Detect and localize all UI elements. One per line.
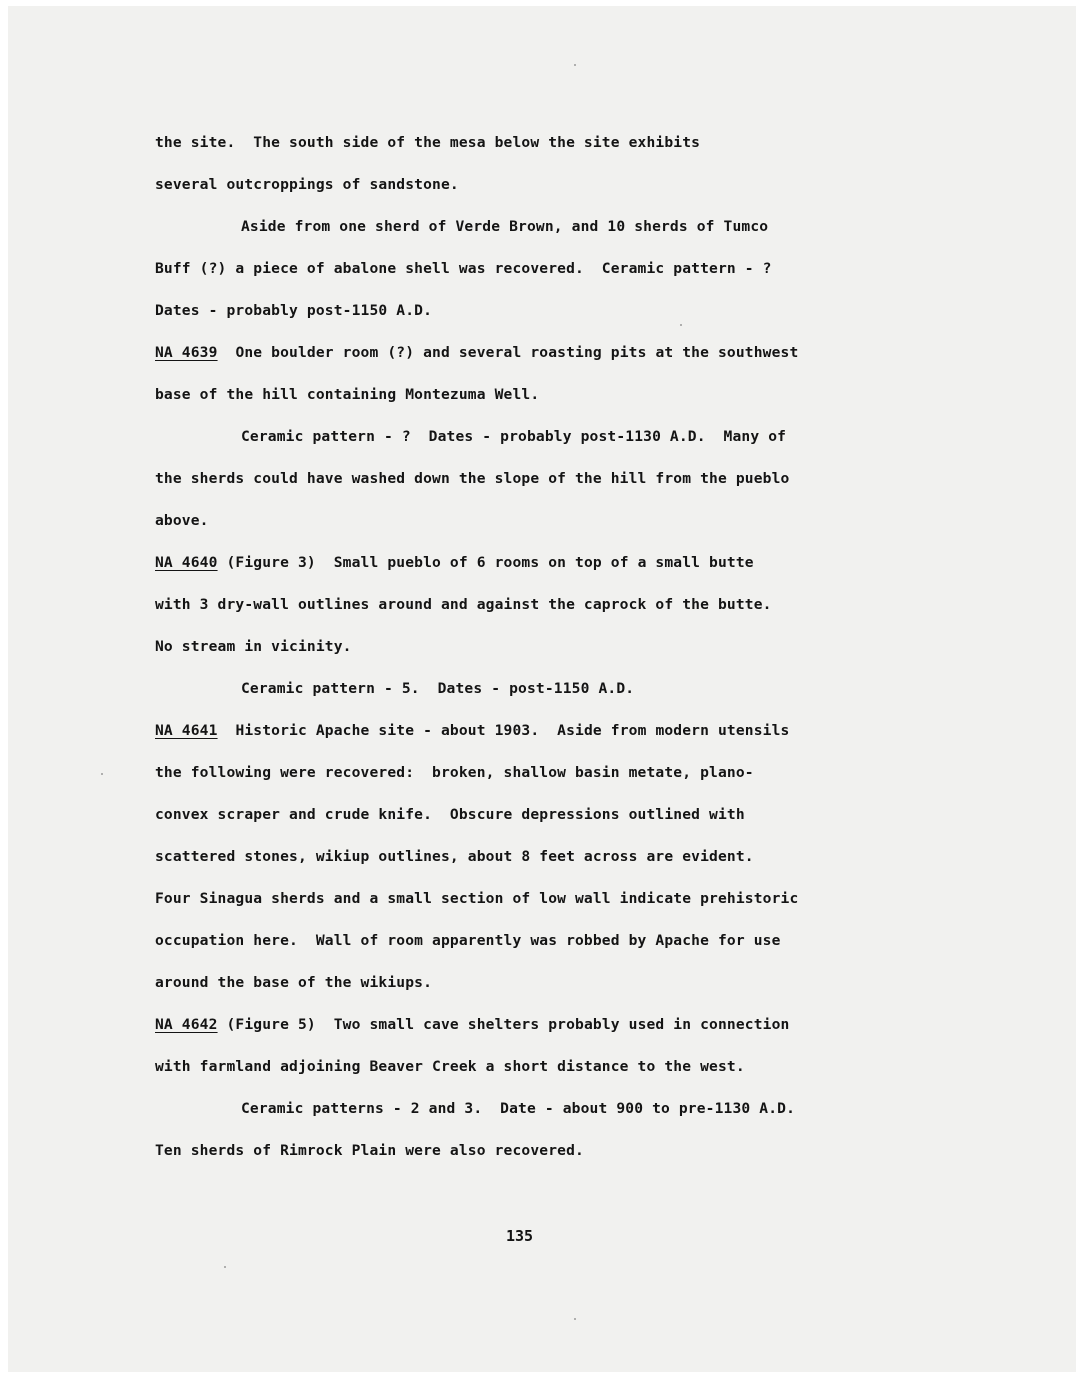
paper-speck — [574, 1318, 576, 1320]
text-line: with 3 dry-wall outlines around and against the caprock of the butte. — [155, 596, 772, 613]
text-line: above. — [155, 512, 209, 529]
paper-speck — [224, 1266, 226, 1268]
text-line: Aside from one sherd of Verde Brown, and 10 sherds of Tumco — [241, 218, 769, 235]
text-line: around the base of the wikiups. — [155, 974, 433, 991]
text-line: convex scraper and crude knife. Obscure depressions outlined with — [155, 806, 745, 823]
text-line: Dates - probably post-1150 A.D. — [155, 302, 433, 319]
site-number: NA 4639 — [155, 344, 218, 361]
text-line: Four Sinagua sherds and a small section of low wall indicate prehistoric — [155, 890, 799, 907]
text-line: Historic Apache site - about 1903. Aside from modern utensils — [235, 722, 790, 739]
text-line: Buff (?) a piece of abalone shell was recovered. Ceramic pattern - ? — [155, 260, 772, 277]
site-entry-line — [155, 550, 754, 576]
page-number: 135 — [506, 1227, 534, 1245]
text-line: Ceramic patterns - 2 and 3. Date - about 900 to pre-1130 A.D. — [241, 1100, 796, 1117]
text-line: Ceramic pattern - ? Dates - probably post-1130 A.D. Many of — [241, 428, 787, 445]
text-line: several outcroppings of sandstone. — [155, 176, 459, 193]
site-number: NA 4640 — [155, 554, 218, 571]
site-entry-line — [155, 340, 798, 366]
text-line: the following were recovered: broken, shallow basin metate, plano- — [155, 764, 754, 781]
text-line: the sherds could have washed down the slope of the hill from the pueblo — [155, 470, 790, 487]
text-line: with farmland adjoining Beaver Creek a short distance to the west. — [155, 1058, 745, 1075]
text-line: No stream in vicinity. — [155, 638, 352, 655]
text-line: (Figure 5) Two small cave shelters probably used in connection — [226, 1016, 790, 1033]
text-line: One boulder room (?) and several roasting pits at the southwest — [235, 344, 799, 361]
text-line: Ten sherds of Rimrock Plain were also recovered. — [155, 1142, 584, 1159]
text-line: (Figure 3) Small pueblo of 6 rooms on top of a small butte — [226, 554, 754, 571]
text-line: base of the hill containing Montezuma Well. — [155, 386, 540, 403]
text-line: occupation here. Wall of room apparently was robbed by Apache for use — [155, 932, 781, 949]
text-line: the site. The south side of the mesa below the site exhibits — [155, 134, 701, 151]
site-entry-line — [155, 1012, 789, 1038]
paper-speck — [574, 64, 576, 66]
site-entry-line — [155, 718, 789, 744]
text-line: Ceramic pattern - 5. Dates - post-1150 A.D. — [241, 680, 635, 697]
site-number: NA 4641 — [155, 722, 218, 739]
paper-speck — [101, 773, 103, 775]
text-line: scattered stones, wikiup outlines, about 8 feet across are evident. — [155, 848, 754, 865]
paper-speck — [680, 324, 682, 326]
site-number: NA 4642 — [155, 1016, 218, 1033]
